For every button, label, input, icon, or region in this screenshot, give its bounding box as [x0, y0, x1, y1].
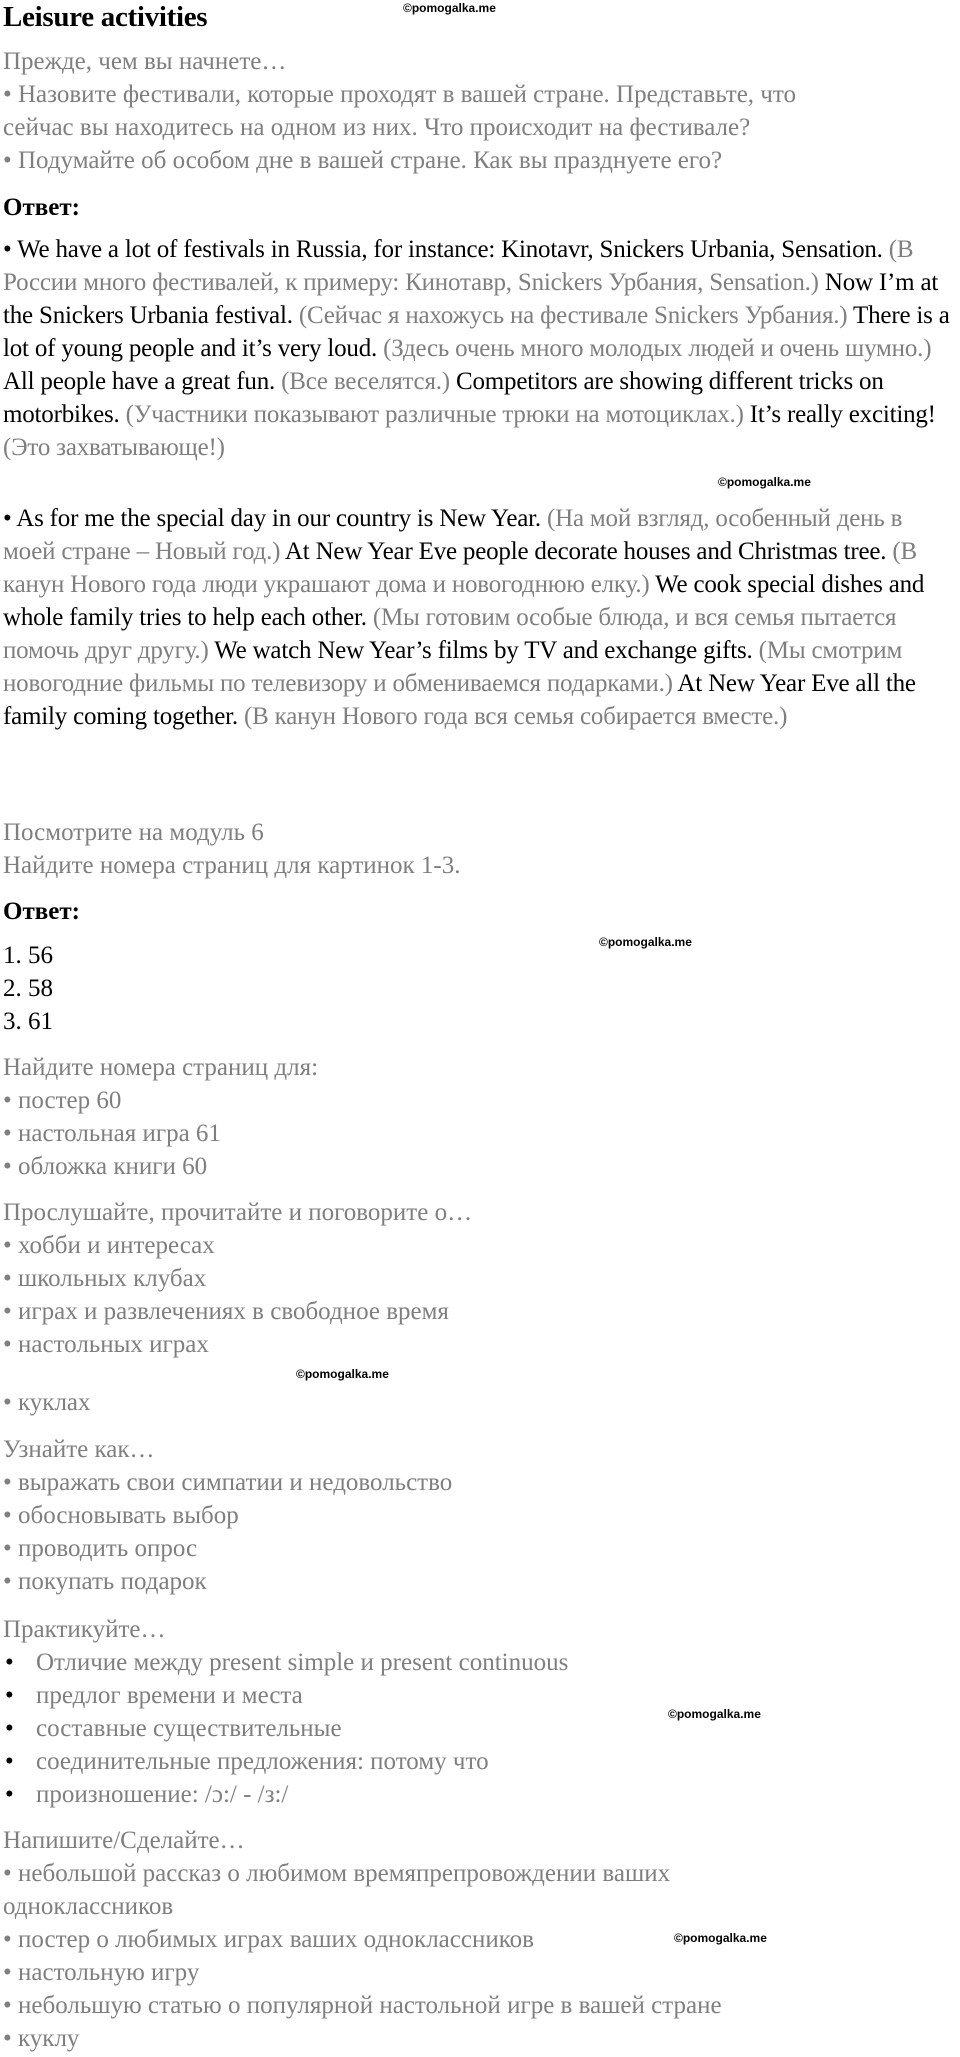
write-item: • небольшой рассказ о любимом времяпрепровождении ваших — [3, 1860, 671, 1887]
answer-paragraph-new-year — [3, 502, 958, 733]
answer-text-en: It’s really exciting! — [749, 401, 936, 428]
answer-text-ru: (Мы смотрим новогодние фильмы по телевизору и обмениваемся подарками.) — [3, 637, 903, 697]
write-heading: Напишите/Сделайте… — [3, 1827, 245, 1854]
answer-page-item: 2. 58 — [3, 975, 53, 1002]
learn-item: • покупать подарок — [3, 1568, 207, 1595]
intro-heading: Прежде, чем вы начнете… — [3, 48, 287, 75]
watermark: ©pomogalka.me — [674, 1931, 767, 1945]
write-item: • куклу — [3, 2025, 80, 2052]
answer-text-ru: (Сейчас я нахожусь на фестивале Snickers Урбания.) — [298, 302, 848, 329]
answer-text-ru: (Участники показывают различные трюки на мотоциклах.) — [125, 401, 744, 428]
answer-label: Ответ: — [3, 898, 80, 925]
listen-item: • играх и развлечениях в свободное время — [3, 1298, 449, 1325]
module-section — [3, 816, 955, 882]
find-pages-section — [3, 1051, 955, 1183]
listen-heading: Прослушайте, прочитайте и поговорите о… — [3, 1199, 473, 1226]
answer-page-item: 1. 56 — [3, 942, 53, 969]
find-pages-item: • настольная игра 61 — [3, 1120, 221, 1147]
write-item: одноклассников — [3, 1893, 174, 1920]
watermark: ©pomogalka.me — [718, 475, 811, 489]
answer-text-en: • As for me the special day in our country is New Year. — [3, 505, 541, 532]
find-pages-heading: Найдите номера страниц для: — [3, 1054, 319, 1081]
listen-item: • настольных играх — [3, 1331, 209, 1358]
answer-text-ru: (Это захватывающе!) — [3, 434, 225, 461]
find-pages-item: • обложка книги 60 — [3, 1153, 208, 1180]
answer-text-ru: (Здесь очень много молодых людей и очень шумно.) — [383, 335, 932, 362]
listen-item: • хобби и интересах — [3, 1232, 215, 1259]
page-title: Leisure activities — [3, 1, 208, 33]
answer-text-ru: (В канун Нового года вся семья собирается вместе.) — [244, 703, 788, 730]
answer-text-ru: (В канун Нового года люди украшают дома и новогоднюю елку.) — [3, 538, 918, 598]
watermark: ©pomogalka.me — [599, 935, 692, 949]
answer-text-en: There is a lot of young people and it’s very loud. — [3, 302, 950, 362]
answer-text-en: Now I’m at the Snickers Urbania festival. — [3, 269, 939, 329]
practice-item: • составные существительные — [3, 1712, 955, 1745]
answer-text-ru: (На мой взгляд, особенный день в моей стране – Новый год.) — [3, 505, 903, 565]
module-line: Посмотрите на модуль 6 — [3, 819, 264, 846]
practice-item: • соединительные предложения: потому что — [3, 1745, 955, 1778]
practice-heading: Практикуйте… — [3, 1616, 166, 1643]
watermark: ©pomogalka.me — [296, 1367, 389, 1381]
intro-line: • Назовите фестивали, которые проходят в вашей стране. Представьте, что — [3, 81, 796, 108]
answer-page-item: 3. 61 — [3, 1008, 53, 1035]
answer-text-en: All people have a great fun. — [3, 368, 276, 395]
write-item: • постер о любимых играх ваших одноклассников — [3, 1926, 534, 1953]
practice-item: • предлог времени и места — [3, 1679, 955, 1712]
write-item: • небольшую статью о популярной настольной игре в вашей стране — [3, 1992, 722, 2019]
practice-item: • Отличие между present simple и present continuous — [3, 1646, 955, 1679]
learn-item: • обосновывать выбор — [3, 1502, 239, 1529]
intro-line: • Подумайте об особом дне в вашей стране. Как вы празднуете его? — [3, 147, 723, 174]
module-line: Найдите номера страниц для картинок 1-3. — [3, 852, 461, 879]
answer-text-ru: (Все веселятся.) — [281, 368, 450, 395]
write-section — [3, 1824, 955, 2055]
learn-heading: Узнайте как… — [3, 1436, 155, 1463]
learn-item: • выражать свои симпатии и недовольство — [3, 1469, 453, 1496]
practice-item: • произношение: /ɔ:/ - /з:/ — [3, 1778, 955, 1811]
learn-section — [3, 1433, 955, 1598]
learn-item: • проводить опрос — [3, 1535, 198, 1562]
answer-text-en: • We have a lot of festivals in Russia, for instance: Kinotavr, Snickers Urbania, Sensation. — [3, 236, 883, 263]
answer-paragraph-festivals — [3, 233, 958, 464]
write-item: • настольную игру — [3, 1959, 200, 1986]
answer-text-en: We cook special dishes and whole family tries to help each other. — [3, 571, 925, 631]
answer-text-en: At New Year Eve all the family coming together. — [3, 670, 916, 730]
answer-text-en: At New Year Eve people decorate houses and Christmas tree. — [284, 538, 887, 565]
watermark: ©pomogalka.me — [403, 1, 496, 15]
answer-pages-list — [3, 939, 955, 1038]
find-pages-item: • постер 60 — [3, 1087, 122, 1114]
answer-text-ru: (В России много фестивалей, к примеру: Кинотавр, Snickers Урбания, Sensation.) — [3, 236, 914, 296]
intro-line: сейчас вы находитесь на одном из них. Что происходит на фестивале? — [3, 114, 751, 141]
listen-item-dolls: • куклах — [3, 1389, 91, 1416]
practice-list — [3, 1646, 955, 1811]
listen-item: • школьных клубах — [3, 1265, 207, 1292]
answer-label: Ответ: — [3, 194, 80, 221]
intro-section — [3, 45, 955, 177]
answer-text-en: We watch New Year’s films by TV and exchange gifts. — [214, 637, 753, 664]
answer-text-en: Competitors are showing different tricks on motorbikes. — [3, 368, 884, 428]
watermark: ©pomogalka.me — [668, 1707, 761, 1721]
answer-text-ru: (Мы готовим особые блюда, и вся семья пытается помочь друг другу.) — [3, 604, 897, 664]
listen-section — [3, 1196, 955, 1361]
